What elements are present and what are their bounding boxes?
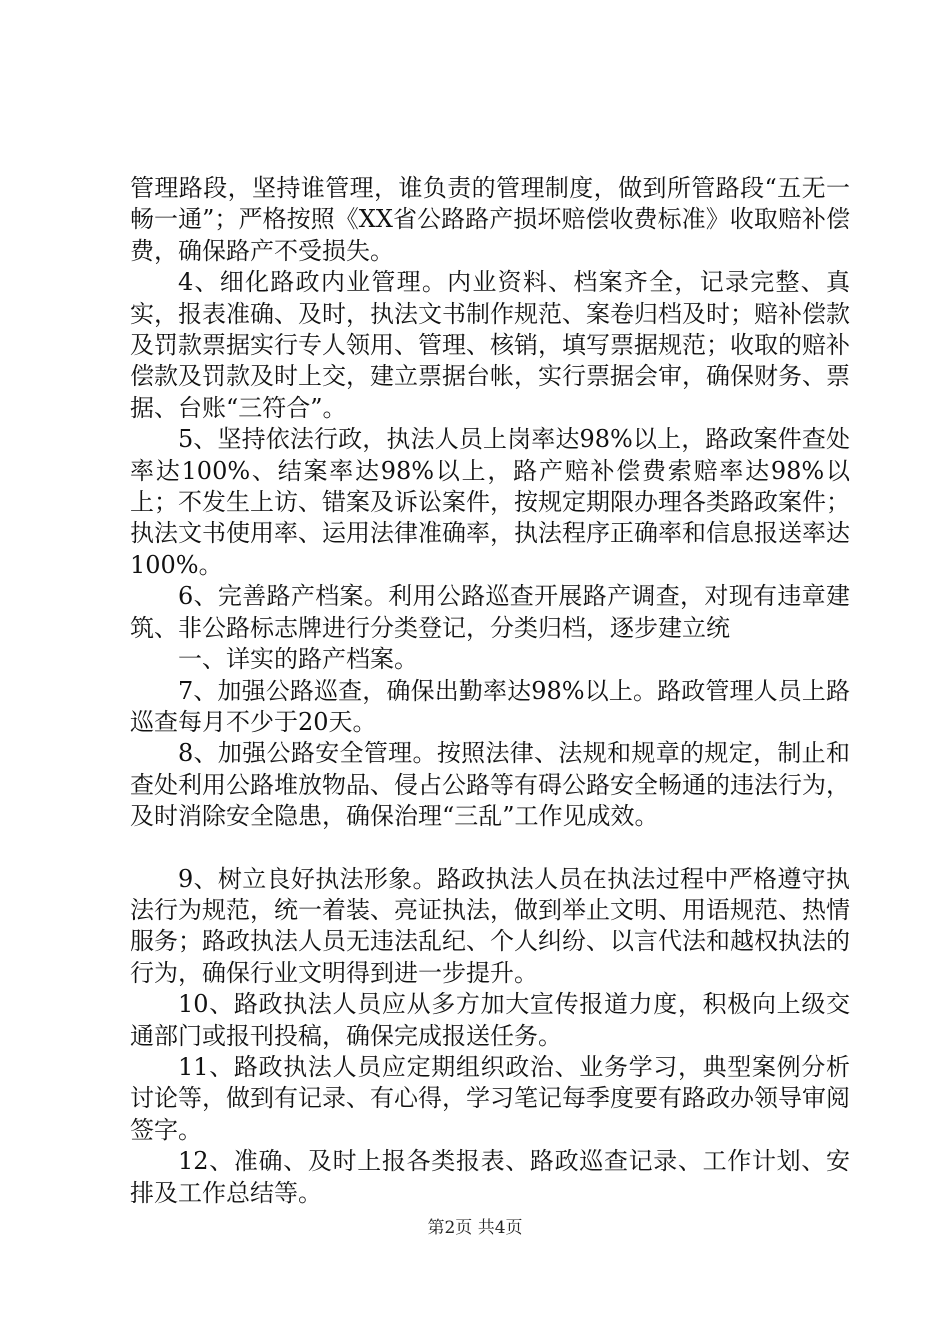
paragraph-item-12: 12、准确、及时上报各类报表、路政巡查记录、工作计划、安排及工作总结等。 xyxy=(130,1147,850,1207)
paragraph-item-7: 7、加强公路巡查，确保出勤率达98%以上。路政管理人员上路巡查每月不少于20天。 xyxy=(130,676,850,736)
paragraph-item-9: 9、树立良好执法形象。路政执法人员在执法过程中严格遵守执法行为规范，统一着装、亮证执法，做到举止文明、用语规范、热情服务；路政执法人员无违法乱纪、个人纠纷、以言代法和越权执法的行为，确保行业文明得到进一步提升。 xyxy=(130,864,850,987)
paragraph-item-5: 5、坚持依法行政，执法人员上岗率达98%以上，路政案件查处率达100%、结案率达98%以上，路产赔补偿费索赔率达98%以上；不发生上访、错案及诉讼案件，按规定期限办理各类路政案件；执法文书使用率、运用法律准确率，执法程序正确率和信息报送率达100%。 xyxy=(130,425,850,579)
paragraph-continuation: 管理路段，坚持谁管理，谁负责的管理制度，做到所管路段“五无一畅一通”；严格按照《XX省公路路产损坏赔偿收费标准》收取赔补偿费，确保路产不受损失。 xyxy=(130,174,850,265)
paragraph-item-4: 4、细化路政内业管理。内业资料、档案齐全，记录完整、真实，报表准确、及时，执法文书制作规范、案卷归档及时；赔补偿款及罚款票据实行专人领用、管理、核销，填写票据规范；收取的赔补偿款及罚款及时上交，建立票据台帐，实行票据会审，确保财务、票据、台账“三符合”。 xyxy=(130,268,850,422)
paragraph-item-8: 8、加强公路安全管理。按照法律、法规和规章的规定，制止和查处利用公路堆放物品、侵占公路等有碍公路安全畅通的违法行为，及时消除安全隐患，确保治理“三乱”工作见成效。 xyxy=(130,739,850,831)
page-footer: 第2页 共4页 xyxy=(427,1218,523,1238)
paragraph-item-11: 11、路政执法人员应定期组织政治、业务学习，典型案例分析讨论等，做到有记录、有心得，学习笔记每季度要有路政办领导审阅签字。 xyxy=(130,1052,850,1144)
paragraph-spacer xyxy=(130,833,850,864)
paragraph-item-10: 10、路政执法人员应从多方加大宣传报道力度，积极向上级交通部门或报刊投稿，确保完成报送任务。 xyxy=(130,990,850,1050)
paragraph-item-6: 6、完善路产档案。利用公路巡查开展路产调查，对现有违章建筑、非公路标志牌进行分类登记，分类归档，逐步建立统 xyxy=(130,582,850,642)
paragraph-item-6-cont: 一、详实的路产档案。 xyxy=(178,645,418,674)
document-body xyxy=(130,173,850,1209)
